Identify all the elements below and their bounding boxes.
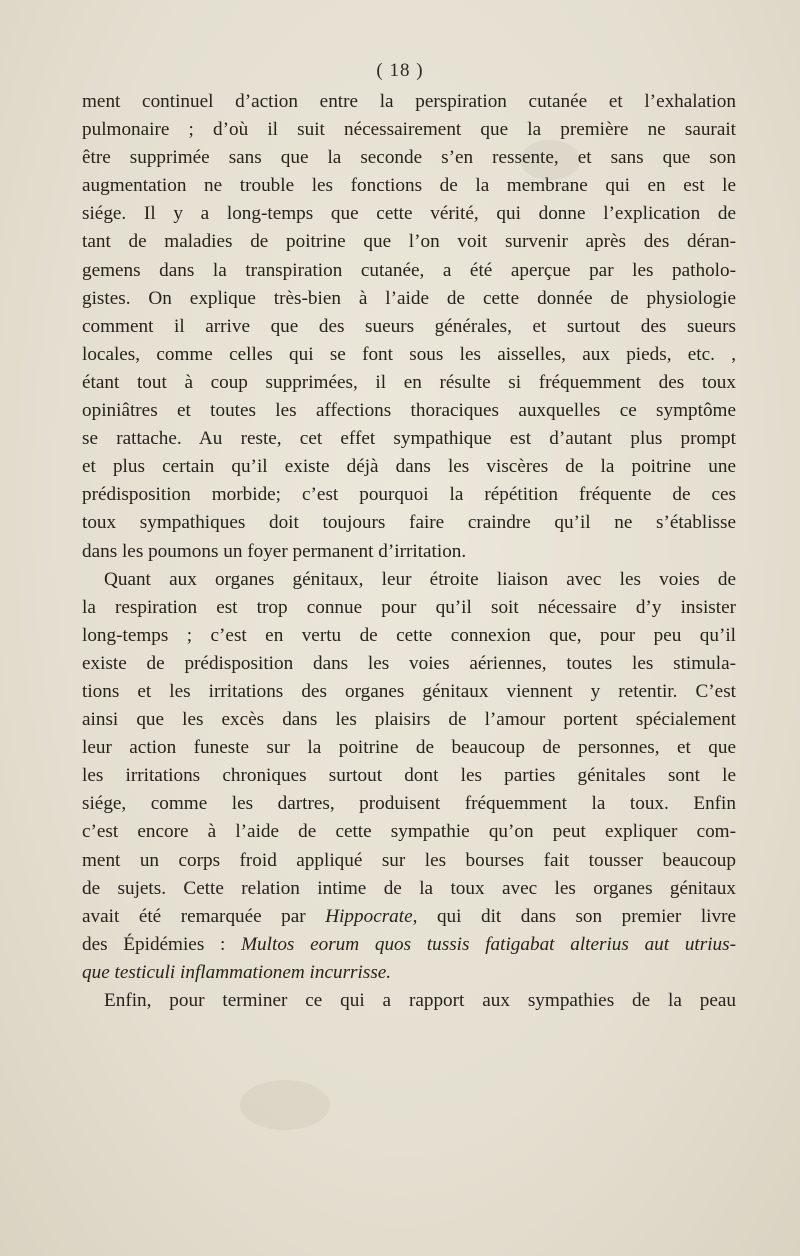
text-line: de sujets. Cette relation intime de la toux avec les organes génitaux [82,877,736,899]
text-line: des Épidémies : Multos eorum quos tussis fatigabat alterius aut utrius- [82,933,736,955]
text-line: étant tout à coup supprimées, il en résulte si fréquemment des toux [82,371,736,393]
text-line: avait été remarquée par Hippocrate, qui dit dans son premier livre [82,905,736,927]
text-line: les irritations chroniques surtout dont les parties génitales sont le [82,765,736,787]
text-line: ment continuel d’action entre la perspiration cutanée et l’exhalation [82,91,736,112]
text-line: siége. Il y a long-temps que cette vérité, qui donne l’explication de [82,203,736,225]
text-line: siége, comme les dartres, produisent fréquemment la toux. Enfin [82,793,736,815]
text-line: et plus certain qu’il existe déjà dans les viscères de la poitrine une [82,456,736,478]
body-text [82,88,736,1015]
latin-quote: que testiculi inflammationem incurrisse. [82,961,392,983]
text-line: ainsi que les excès dans les plaisirs de l’amour portent spécialement [82,709,736,731]
text-line: comment il arrive que des sueurs générales, et surtout des sueurs [82,315,736,337]
text-line: se rattache. Au reste, cet effet sympathique est d’autant plus prompt [82,428,736,450]
paper-stain [240,1080,330,1130]
page-number: ( 18 ) [376,60,424,81]
text-line: Enfin, pour terminer ce qui a rapport aux sympathies de la peau [104,990,736,1011]
text-line: augmentation ne trouble les fonctions de la membrane qui en est le [82,175,736,197]
text-line: c’est encore à l’aide de cette sympathie qu’on peut expliquer com- [82,821,736,843]
text-line: gemens dans la transpiration cutanée, a été aperçue par les patholo- [82,259,736,281]
text-line: opiniâtres et toutes les affections thoraciques auxquelles ce symptôme [82,400,736,422]
text-line: long-temps ; c’est en vertu de cette connexion que, pour peu qu’il [82,624,736,646]
text-line: gistes. On explique très-bien à l’aide de cette donnée de physiologie [82,287,736,309]
latin-quote: Multos eorum quos tussis fatigabat alterius aut utrius- [241,933,736,955]
text-line: Quant aux organes génitaux, leur étroite liaison avec les voies de [104,568,736,590]
text-line: être supprimée sans que la seconde s’en ressente, et sans que son [82,147,736,169]
text-line: tions et les irritations des organes génitaux viennent y retentir. C’est [82,680,736,702]
text-line: existe de prédisposition dans les voies aériennes, toutes les stimula- [82,652,736,674]
text-line: ment un corps froid appliqué sur les bourses fait tousser beaucoup [82,849,736,871]
text-line: dans les poumons un foyer permanent d’irritation. [82,540,467,562]
text-line: la respiration est trop connue pour qu’il soit nécessaire d’y insister [82,596,736,618]
text-line [82,959,736,987]
text-line: prédisposition morbide; c’est pourquoi la répétition fréquente de ces [82,484,736,506]
citation-author: Hippocrate [325,905,413,927]
text-line: locales, comme celles qui se font sous les aisselles, aux pieds, etc. , [82,343,736,365]
text-line: pulmonaire ; d’où il suit nécessairement que la première ne saurait [82,119,736,141]
text-line: tant de maladies de poitrine que l’on voit survenir après des déran- [82,231,736,253]
text-line: leur action funeste sur la poitrine de beaucoup de personnes, et que [82,737,736,759]
text-line: toux sympathiques doit toujours faire craindre qu’il ne s’établisse [82,512,736,534]
